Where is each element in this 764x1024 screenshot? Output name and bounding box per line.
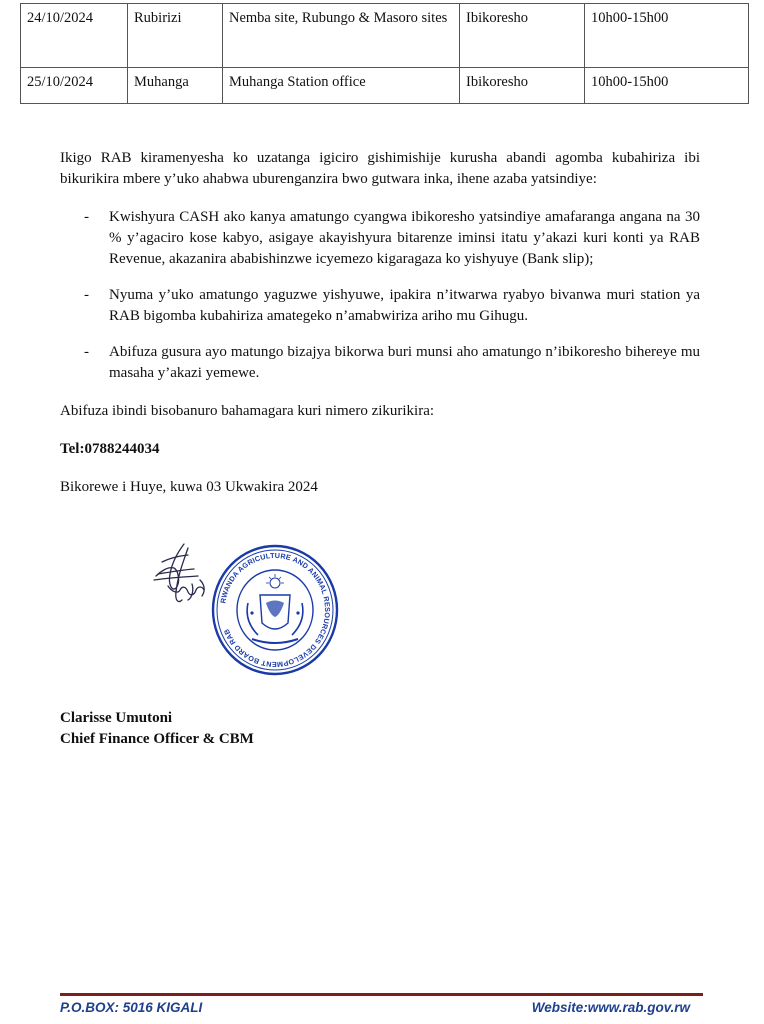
- table-row: [21, 68, 749, 104]
- bullet-dash: -: [84, 209, 89, 225]
- signatory-title: Chief Finance Officer & CBM: [60, 731, 254, 747]
- signature-image: [148, 540, 214, 610]
- signatory-name: Clarisse Umutoni: [60, 710, 173, 726]
- list-item: [60, 285, 700, 327]
- time-cell: 10h00-15h00: [585, 4, 749, 68]
- time-cell: 10h00-15h00: [585, 68, 749, 104]
- condition-text: Nyuma y’uko amatungo yaguzwe yishyuwe, ipakira n’itwarwa ryabyo bivanwa muri station ya RAB bigomba kubahiriza amategeko n’amabwiriza ariho mu Gihugu.: [109, 287, 700, 324]
- contact-line: Abifuza ibindi bisobanuro bahamagara kuri nimero zikurikira:: [60, 403, 435, 419]
- intro-paragraph: Ikigo RAB kiramenyesha ko uzatanga igiciro gishimishije kurusha abandi agomba kubahiriza ibi bikurikira mbere y’uko ahabwa uburenganzira bwo gutwara inka, ihene azaba yatsindiye:: [60, 150, 700, 187]
- district-cell: Rubirizi: [128, 4, 223, 68]
- condition-text: Abifuza gusura ayo matungo bizajya bikorwa buri munsi aho amatungo n’ibikoresho bihereye mu masaha y’akazi yemewe.: [109, 344, 700, 381]
- list-item: [60, 342, 700, 384]
- date-cell: 25/10/2024: [21, 68, 128, 104]
- phone-number: Tel:0788244034: [60, 441, 160, 457]
- footer-divider: [60, 993, 703, 996]
- bullet-dash: -: [84, 344, 89, 360]
- site-cell: Muhanga Station office: [223, 68, 460, 104]
- date-cell: 24/10/2024: [21, 4, 128, 68]
- condition-text: Kwishyura CASH ako kanya amatungo cyangwa ibikoresho yatsindiye amafaranga angana na 30 % y’agaciro kose kabyo, asigaye akayishyura bitarenze iminsi itatu y’akazi kuri konti ya RAB Revenue, akazanira ababishinzwe icyemezo kigaragaza ko yishyuye (Bank slip);: [109, 209, 700, 267]
- item-cell: Ibikoresho: [460, 68, 585, 104]
- list-item: [60, 207, 700, 270]
- site-cell: Nemba site, Rubungo & Masoro sites: [223, 4, 460, 68]
- official-seal: [210, 543, 340, 678]
- footer-address: P.O.BOX: 5016 KIGALI: [60, 1000, 203, 1015]
- footer-website-link[interactable]: Website:www.rab.gov.rw: [531, 1000, 690, 1015]
- item-cell: Ibikoresho: [460, 4, 585, 68]
- district-cell: Muhanga: [128, 68, 223, 104]
- conditions-list: [60, 207, 700, 384]
- table-row: [21, 4, 749, 68]
- bullet-dash: -: [84, 287, 89, 303]
- place-date-line: Bikorewe i Huye, kuwa 03 Ukwakira 2024: [60, 479, 318, 495]
- schedule-table: [20, 3, 749, 104]
- seal-text: RWANDA AGRICULTURE AND ANIMAL RESOURCES DEVELOPMENT BOARD RAB: [218, 550, 333, 670]
